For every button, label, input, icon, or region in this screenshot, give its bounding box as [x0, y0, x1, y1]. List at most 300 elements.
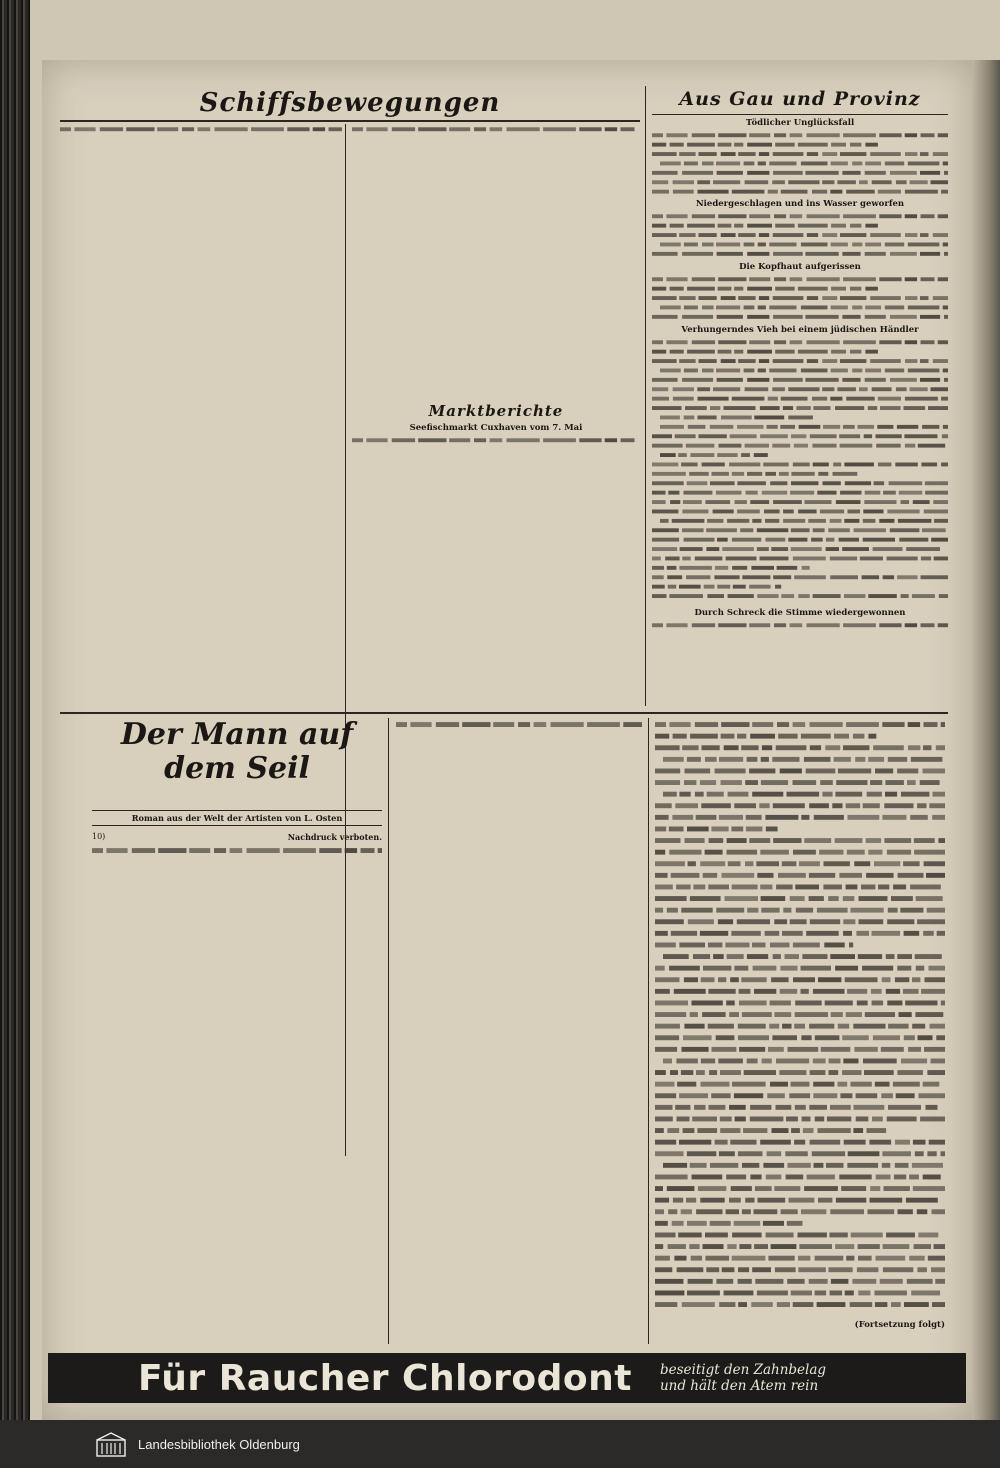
text-line-segment: [826, 547, 839, 551]
text-line-segment: [711, 827, 728, 832]
text-line-segment: [844, 1140, 866, 1145]
novel-header: [92, 718, 382, 810]
text-line-segment: [905, 190, 938, 194]
text-line-segment: [126, 127, 154, 131]
text-line-segment: [681, 1070, 693, 1075]
text-line-segment: [863, 538, 895, 542]
text-line-segment: [790, 133, 803, 137]
text-line-segment: [721, 780, 742, 785]
text-line-segment: [366, 438, 387, 442]
text-line-segment: [755, 1186, 772, 1191]
text-line-segment: [876, 434, 902, 438]
text-line-segment: [781, 190, 808, 194]
text-line-segment: [870, 1186, 880, 1191]
text-line-segment: [809, 1024, 834, 1029]
text-line-segment: [677, 1117, 690, 1122]
text-line-segment: [669, 850, 701, 855]
text-line-segment: [843, 896, 855, 901]
novel-continued-note: (Fortsetzung folgt): [854, 1320, 945, 1330]
text-line-segment: [929, 1140, 945, 1145]
text-line-segment: [887, 510, 919, 514]
text-line-segment: [762, 491, 787, 495]
text-line-segment: [871, 989, 882, 994]
text-line-segment: [897, 954, 912, 959]
text-line-segment: [287, 127, 309, 131]
text-line-segment: [652, 444, 683, 448]
market-title: Marktberichte: [428, 402, 564, 420]
text-line-segment: [747, 143, 772, 147]
text-line-segment: [877, 425, 893, 429]
text-line-segment: [793, 780, 817, 785]
text-line-segment: [730, 977, 739, 982]
text-line-segment: [798, 287, 828, 291]
text-line-segment: [884, 803, 913, 808]
text-line-segment: [839, 1175, 871, 1180]
text-line-segment: [852, 243, 862, 247]
text-line-segment: [870, 152, 901, 156]
text-line-segment: [807, 214, 840, 218]
text-line-segment: [655, 1082, 675, 1087]
text-line-segment: [774, 1186, 800, 1191]
text-line-segment: [100, 127, 123, 131]
text-line-segment: [772, 1035, 797, 1040]
text-line-segment: [808, 519, 826, 523]
text-line-segment: [924, 510, 948, 514]
text-line-segment: [867, 1128, 887, 1133]
text-line-segment: [930, 1024, 946, 1029]
text-line-segment: [916, 896, 943, 901]
text-line-segment: [693, 885, 705, 890]
text-line-segment: [848, 815, 880, 820]
text-line-segment: [903, 989, 919, 994]
text-line-segment: [674, 989, 706, 994]
text-line-segment: [724, 1291, 754, 1296]
text-line-segment: [773, 233, 804, 237]
text-line-segment: [717, 453, 737, 457]
text-line-segment: [943, 243, 948, 247]
text-line-segment: [741, 745, 758, 750]
text-line-segment: [809, 803, 829, 808]
text-line-segment: [692, 340, 715, 344]
text-line-segment: [692, 277, 715, 281]
text-line-segment: [742, 1209, 751, 1214]
text-line-segment: [878, 463, 891, 467]
text-line-segment: [757, 1291, 788, 1296]
text-line-segment: [863, 519, 876, 523]
text-line-segment: [760, 406, 780, 410]
text-line-segment: [859, 896, 888, 901]
text-line-segment: [805, 500, 832, 504]
text-line-segment: [773, 954, 781, 959]
text-line-segment: [697, 416, 716, 420]
text-line-segment: [679, 152, 695, 156]
text-line-segment: [815, 1291, 827, 1296]
text-line-segment: [717, 171, 743, 175]
text-line-segment: [717, 538, 728, 542]
text-line-segment: [831, 162, 848, 166]
text-line-segment: [683, 1035, 712, 1040]
text-line-segment: [840, 1093, 852, 1098]
text-line-segment: [885, 792, 897, 797]
text-line-segment: [745, 861, 753, 866]
text-line-segment: [721, 734, 735, 739]
text-line-segment: [652, 406, 682, 410]
text-line-segment: [869, 1140, 891, 1145]
shipping-column-2: [352, 124, 640, 400]
text-line-segment: [668, 585, 677, 589]
text-line-segment: [842, 1035, 869, 1040]
text-line-segment: [663, 954, 689, 959]
text-line-segment: [830, 190, 842, 194]
text-line-segment: [761, 780, 788, 785]
text-line-segment: [847, 850, 865, 855]
text-line-segment: [655, 896, 687, 901]
text-line-segment: [780, 989, 798, 994]
text-line-segment: [759, 233, 769, 237]
text-line-segment: [721, 296, 736, 300]
text-line-segment: [749, 623, 770, 627]
text-line-segment: [687, 1221, 707, 1226]
text-line-segment: [791, 1082, 810, 1087]
text-line-segment: [817, 491, 836, 495]
text-line-segment: [725, 943, 749, 948]
text-line-segment: [732, 566, 747, 570]
text-line-segment: [750, 1117, 784, 1122]
text-line-segment: [791, 547, 822, 551]
text-line-segment: [889, 481, 923, 485]
novel-text: [396, 718, 642, 734]
text-line-segment: [809, 1105, 827, 1110]
text-line-segment: [729, 1105, 746, 1110]
text-line-segment: [865, 1012, 895, 1017]
text-line-segment: [820, 780, 833, 785]
text-line-segment: [820, 510, 844, 514]
text-line-segment: [718, 224, 732, 228]
text-line-segment: [726, 1001, 735, 1006]
text-line-segment: [864, 1070, 894, 1075]
text-line-segment: [882, 1163, 891, 1168]
text-line-segment: [652, 233, 677, 237]
text-line-segment: [807, 277, 840, 281]
shipping-text: [352, 124, 640, 136]
text-line-segment: [670, 1070, 678, 1075]
text-line-segment: [671, 873, 700, 878]
text-line-segment: [655, 850, 665, 855]
text-line-segment: [669, 966, 700, 971]
market-report: [352, 402, 640, 702]
text-lines-texture: [652, 130, 948, 196]
text-line-segment: [847, 989, 867, 994]
text-line-segment: [663, 792, 677, 797]
province-headline: Die Kopfhaut aufgerissen: [739, 262, 861, 272]
text-line-segment: [881, 1093, 893, 1098]
text-line-segment: [834, 757, 851, 762]
text-line-segment: [775, 350, 794, 354]
text-line-segment: [684, 538, 715, 542]
text-line-segment: [872, 931, 901, 936]
text-line-segment: [716, 908, 744, 913]
text-line-segment: [928, 1256, 945, 1261]
text-line-segment: [739, 1047, 765, 1052]
text-line-segment: [921, 623, 935, 627]
text-line-segment: [885, 162, 904, 166]
text-line-segment: [826, 538, 835, 542]
text-line-segment: [750, 1175, 761, 1180]
text-line-segment: [744, 306, 755, 310]
text-line-segment: [897, 575, 918, 579]
text-line-segment: [921, 277, 935, 281]
text-line-segment: [810, 1140, 841, 1145]
text-line-segment: [944, 252, 948, 256]
text-line-segment: [760, 557, 789, 561]
text-line-segment: [934, 519, 948, 523]
province-article-text: [652, 211, 948, 259]
text-line-segment: [747, 908, 758, 913]
text-line-segment: [490, 127, 503, 131]
text-line-segment: [772, 1128, 789, 1133]
text-line-segment: [813, 1059, 826, 1064]
text-line-segment: [543, 438, 576, 442]
text-line-segment: [802, 954, 827, 959]
column-divider: [648, 718, 649, 1344]
text-line-segment: [474, 438, 486, 442]
text-line-segment: [937, 931, 945, 936]
text-line-segment: [765, 472, 776, 476]
text-line-segment: [655, 1035, 679, 1040]
text-line-segment: [941, 190, 948, 194]
text-line-segment: [905, 296, 917, 300]
text-line-segment: [696, 815, 717, 820]
text-line-segment: [817, 908, 848, 913]
text-line-segment: [890, 252, 917, 256]
market-text: [352, 435, 640, 447]
text-line-segment: [829, 1070, 839, 1075]
text-line-segment: [749, 214, 770, 218]
text-line-segment: [890, 171, 917, 175]
text-line-segment: [909, 1256, 925, 1261]
text-line-segment: [747, 252, 769, 256]
text-line-segment: [833, 463, 841, 467]
text-line-segment: [757, 547, 769, 551]
text-line-segment: [790, 896, 805, 901]
text-line-segment: [822, 296, 837, 300]
text-line-segment: [923, 1082, 940, 1087]
text-line-segment: [852, 162, 862, 166]
text-line-segment: [933, 792, 946, 797]
text-line-segment: [652, 340, 663, 344]
text-line-segment: [744, 162, 755, 166]
text-line-segment: [830, 1209, 864, 1214]
text-line-segment: [697, 180, 710, 184]
text-line-segment: [850, 143, 861, 147]
text-line-segment: [700, 1198, 724, 1203]
text-line-segment: [773, 359, 804, 363]
text-line-segment: [890, 315, 917, 319]
text-line-segment: [793, 943, 820, 948]
text-line-segment: [883, 575, 895, 579]
text-line-segment: [713, 387, 740, 391]
text-line-segment: [666, 133, 687, 137]
text-line-segment: [621, 438, 635, 442]
text-line-segment: [813, 1093, 837, 1098]
text-line-segment: [724, 406, 756, 410]
shipping-column-1: [60, 124, 342, 702]
text-line-segment: [721, 152, 736, 156]
book-binding: [0, 0, 30, 1420]
text-line-segment: [831, 243, 848, 247]
text-line-segment: [859, 180, 868, 184]
text-line-segment: [666, 277, 687, 281]
column-divider: [645, 86, 646, 706]
text-line-segment: [858, 1291, 870, 1296]
text-line-segment: [825, 1001, 853, 1006]
text-line-segment: [702, 369, 714, 373]
text-line-segment: [917, 803, 926, 808]
text-line-segment: [605, 127, 617, 131]
text-line-segment: [682, 745, 698, 750]
text-line-segment: [676, 885, 691, 890]
text-line-segment: [449, 438, 470, 442]
text-line-segment: [860, 557, 883, 561]
text-line-segment: [687, 224, 715, 228]
text-line-segment: [941, 722, 945, 727]
text-line-segment: [924, 1047, 945, 1052]
text-line-segment: [710, 1163, 738, 1168]
text-line-segment: [695, 792, 704, 797]
text-line-segment: [757, 594, 778, 598]
text-line-segment: [744, 1070, 776, 1075]
text-line-segment: [663, 1059, 672, 1064]
text-line-segment: [652, 350, 666, 354]
text-line-segment: [824, 943, 844, 948]
text-line-segment: [781, 1209, 798, 1214]
text-line-segment: [917, 919, 945, 924]
text-line-segment: [752, 722, 773, 727]
text-line-segment: [749, 585, 770, 589]
text-line-segment: [943, 425, 948, 429]
text-line-segment: [663, 757, 684, 762]
text-line-segment: [705, 757, 717, 762]
text-line-segment: [933, 296, 948, 300]
text-line-segment: [870, 296, 901, 300]
text-line-segment: [720, 1117, 732, 1122]
text-line-segment: [790, 623, 803, 627]
text-line-segment: [688, 425, 706, 429]
text-line-segment: [839, 538, 859, 542]
text-line-segment: [795, 1012, 828, 1017]
text-line-segment: [805, 315, 838, 319]
text-line-segment: [493, 722, 514, 727]
text-line-segment: [746, 827, 763, 832]
text-line-segment: [774, 1012, 791, 1017]
text-line-segment: [774, 919, 787, 924]
text-line-segment: [790, 919, 807, 924]
text-line-segment: [652, 296, 677, 300]
text-line-segment: [703, 1244, 724, 1249]
text-lines-texture: [652, 620, 948, 629]
text-line-segment: [698, 397, 729, 401]
text-line-segment: [851, 1082, 872, 1087]
text-line-segment: [885, 780, 904, 785]
text-line-segment: [652, 623, 663, 627]
text-line-segment: [682, 252, 713, 256]
text-line-segment: [918, 1035, 933, 1040]
text-line-segment: [652, 528, 679, 532]
text-line-segment: [696, 1209, 722, 1214]
text-line-segment: [734, 224, 743, 228]
text-line-segment: [904, 1035, 915, 1040]
text-line-segment: [925, 491, 948, 495]
text-line-segment: [688, 1279, 713, 1284]
text-line-segment: [737, 510, 760, 514]
text-line-segment: [738, 1267, 749, 1272]
text-line-segment: [722, 873, 755, 878]
text-line-segment: [770, 481, 787, 485]
text-line-segment: [903, 861, 920, 866]
text-line-segment: [694, 1105, 705, 1110]
text-line-segment: [692, 1001, 723, 1006]
text-line-segment: [835, 792, 862, 797]
text-line-segment: [679, 585, 701, 589]
text-line-segment: [667, 566, 677, 570]
text-line-segment: [878, 397, 901, 401]
text-line-segment: [738, 1024, 766, 1029]
text-line-segment: [865, 162, 881, 166]
text-line-segment: [898, 1209, 913, 1214]
text-line-segment: [708, 943, 722, 948]
text-line-segment: [702, 463, 725, 467]
text-line-segment: [844, 519, 859, 523]
text-line-segment: [718, 977, 726, 982]
text-line-segment: [700, 780, 716, 785]
text-line-segment: [682, 315, 713, 319]
text-line-segment: [655, 1105, 673, 1110]
text-line-segment: [655, 873, 668, 878]
text-line-segment: [758, 162, 766, 166]
text-line-segment: [717, 585, 730, 589]
text-line-segment: [862, 966, 893, 971]
text-line-segment: [652, 133, 663, 137]
text-line-segment: [798, 143, 828, 147]
text-line-segment: [783, 510, 794, 514]
text-line-segment: [942, 434, 948, 438]
text-line-segment: [908, 722, 920, 727]
text-line-segment: [807, 233, 818, 237]
text-line-segment: [754, 453, 768, 457]
text-line-segment: [856, 931, 869, 936]
text-line-segment: [772, 444, 790, 448]
text-line-segment: [927, 908, 945, 913]
text-line-segment: [765, 931, 780, 936]
text-line-segment: [842, 252, 860, 256]
text-line-segment: [718, 133, 746, 137]
text-line-segment: [652, 594, 667, 598]
text-line-segment: [809, 896, 824, 901]
text-line-segment: [896, 1093, 915, 1098]
text-line-segment: [770, 1082, 788, 1087]
text-line-segment: [776, 885, 793, 890]
text-line-segment: [679, 359, 695, 363]
text-line-segment: [675, 434, 696, 438]
text-line-segment: [921, 557, 931, 561]
text-line-segment: [921, 463, 937, 467]
text-line-segment: [682, 510, 708, 514]
text-line-segment: [883, 1244, 910, 1249]
text-line-segment: [787, 1221, 803, 1226]
text-line-segment: [829, 1059, 841, 1064]
text-line-segment: [690, 896, 721, 901]
text-line-segment: [802, 566, 810, 570]
